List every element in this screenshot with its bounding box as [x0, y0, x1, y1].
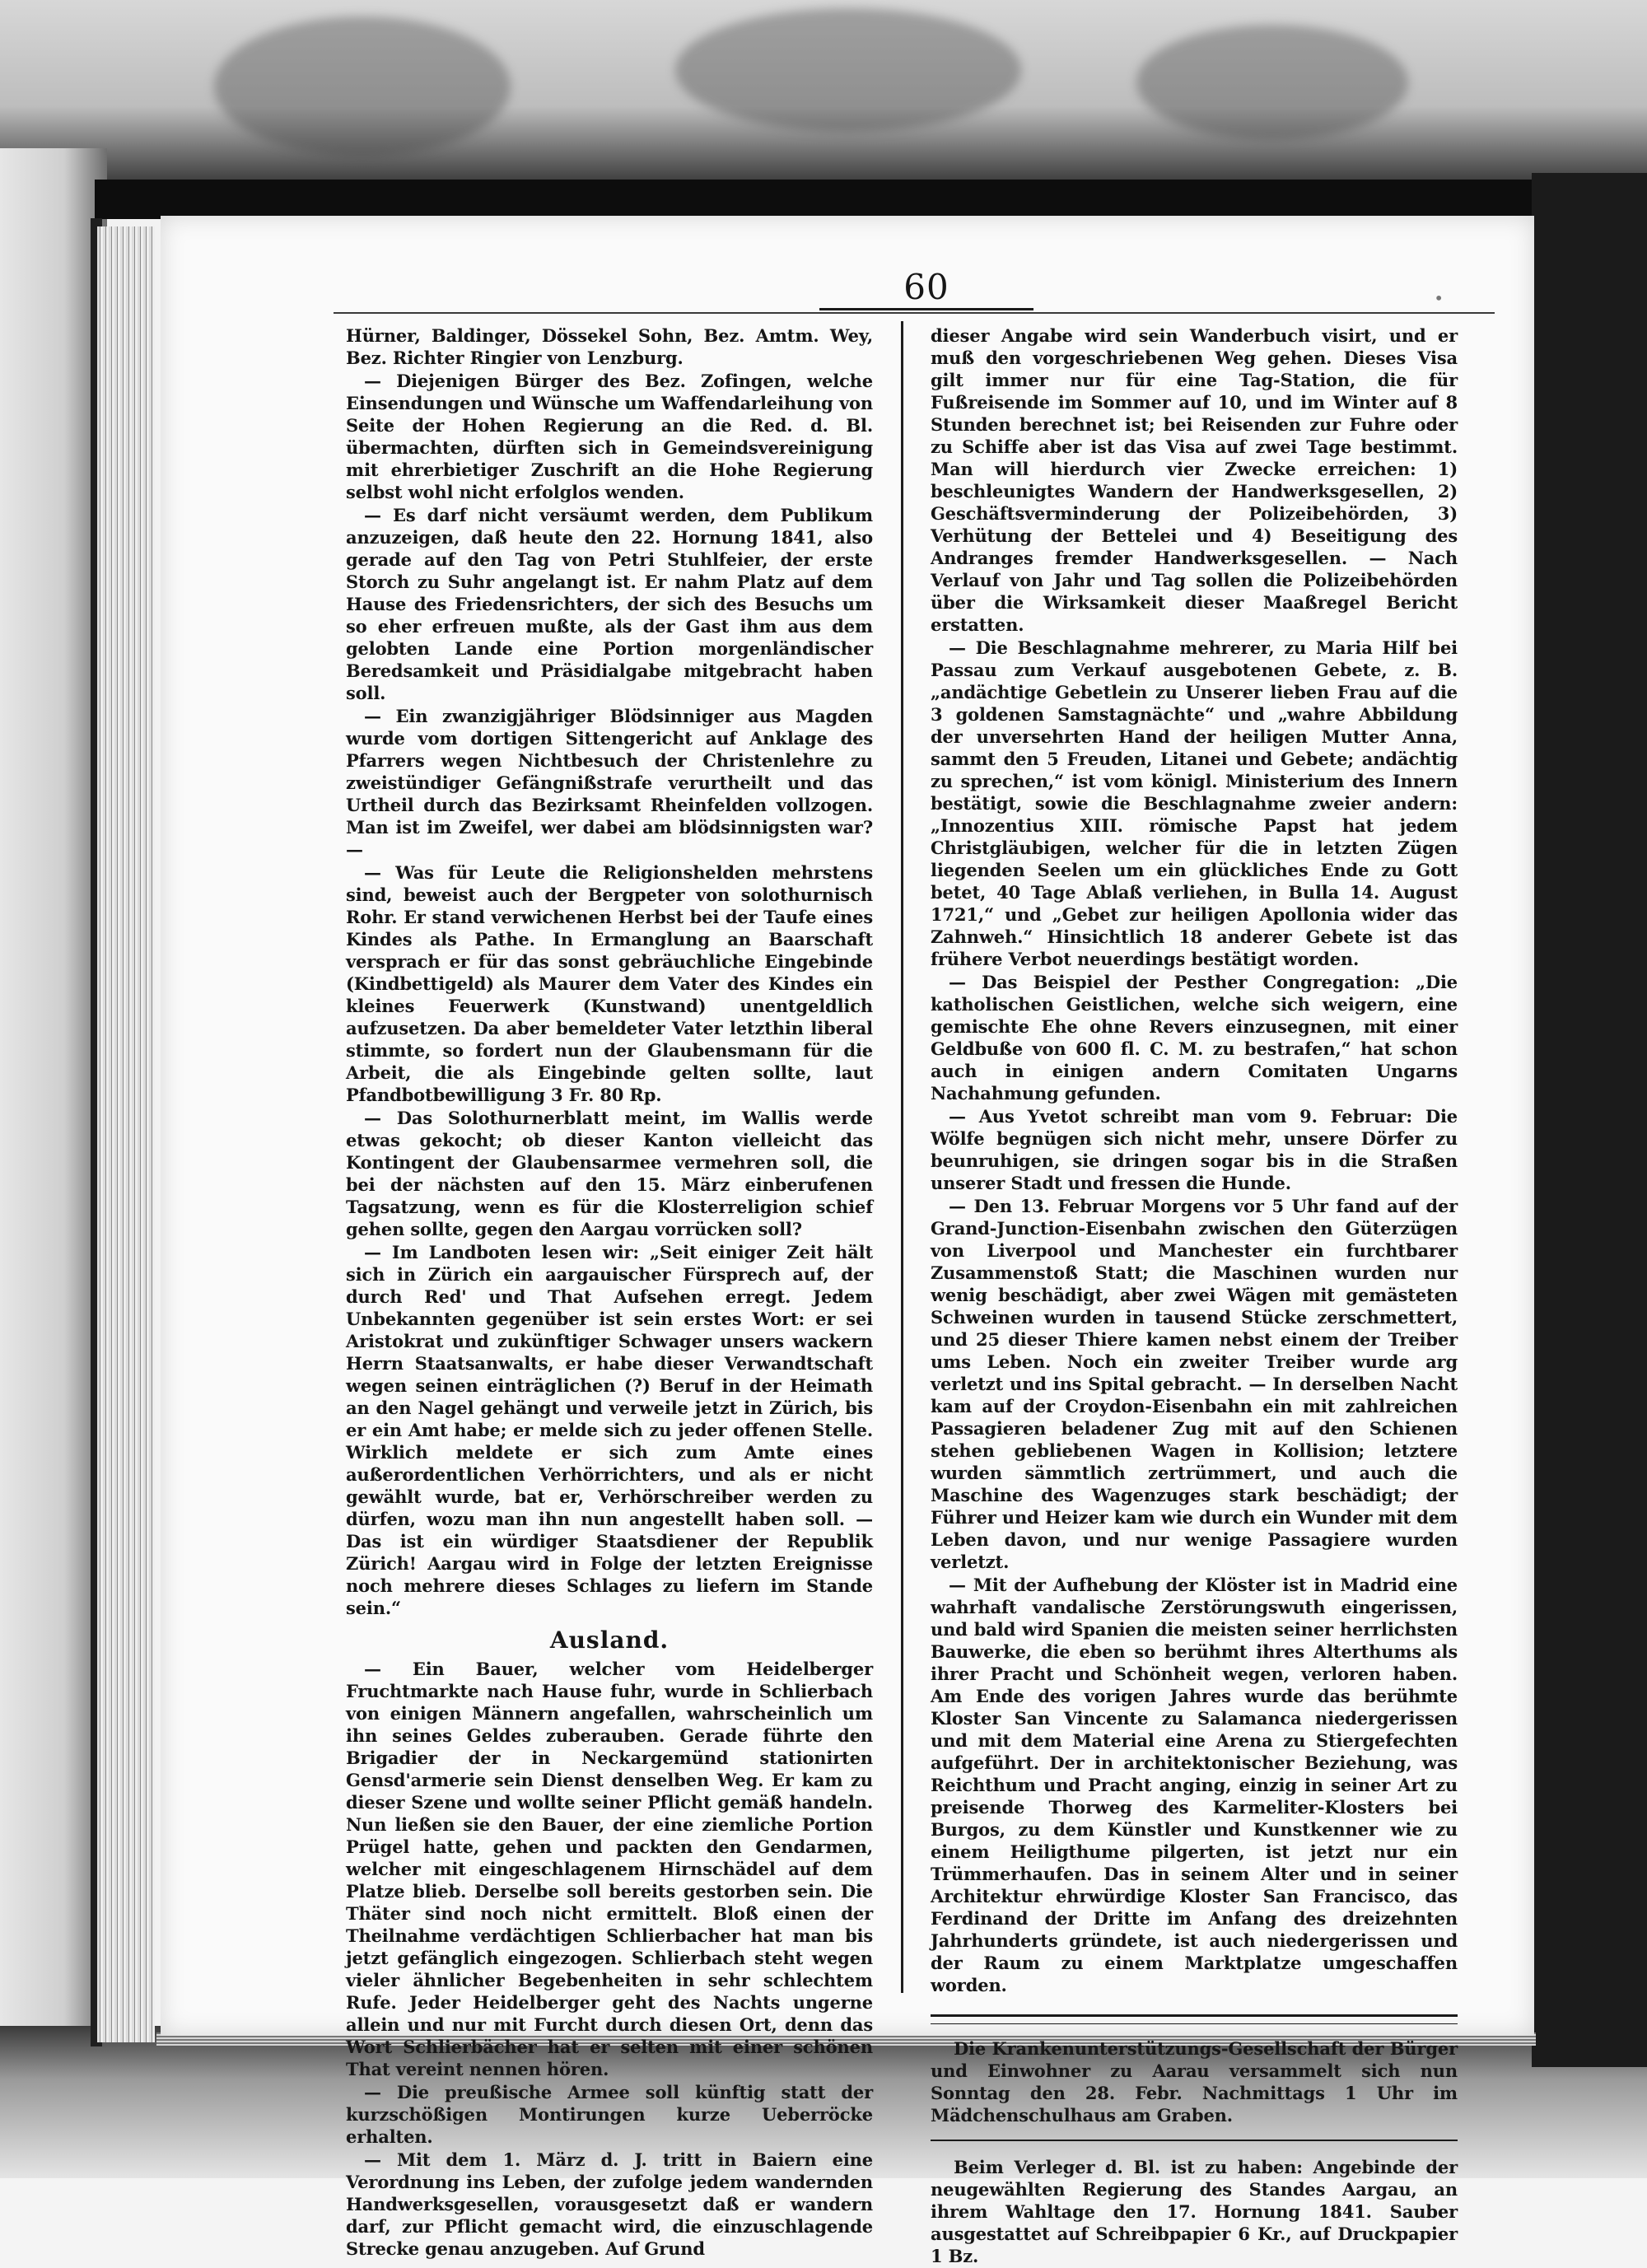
notice-krankenunterstuetzung: Die Krankenunterstützungs-Gesellschaft der Bürger und Einwohner zu Aarau versammelt sich nun Sonntag den 28. Febr. Nachmittags 1 Uhr im Mädchenschulhaus am Graben. [931, 2038, 1458, 2126]
scan-shadow [675, 8, 1021, 132]
notices-divider [931, 2014, 1458, 2024]
right-column [931, 324, 1458, 2268]
article-paragraph: — Das Beispiel der Pesther Congregation: „Die katholischen Geistlichen, welche sich weigern, eine gemischte Ehe ohne Revers einzusegnen, mit einer Geldbuße von 600 fl. C. M. zu bestrafen,“ hat schon auch in einigen andern Comitaten Ungarns Nachahmung gefunden. [931, 972, 1458, 1104]
newspaper-page [161, 216, 1534, 2266]
article-paragraph: — Es darf nicht versäumt werden, dem Publikum anzuzeigen, daß heute den 22. Hornung 1841, also gerade auf den Tag von Petri Stuhlfeier, der erste Storch zu Suhr angelangt ist. Er nahm Platz auf dem Hause des Friedensrichters, der sich des Besuchs um so eher erfreuen mußte, als der Gast ihm aus dem gelobten Lande eine Portion morgenländischer Beredsamkeit und Präsidialgabe mitgebracht haben soll. [346, 505, 873, 703]
page-number-rule [819, 308, 1033, 310]
scan-shadow [214, 16, 511, 156]
notice-divider [931, 2140, 1458, 2141]
article-paragraph: — Ein zwanzigjähriger Blödsinniger aus Magden wurde vom dortigen Sittengericht auf Anklage des Pfarrers wegen Nichtbesuch der Christenlehre zu zweistündiger Gefängnißstrafe verurtheilt und das Urtheil durch das Bezirksamt Rheinfelden vollzogen. Man ist im Zweifel, wer dabei am blödsinnigsten war? — [346, 706, 873, 860]
book-cover-top [95, 180, 1532, 219]
article-paragraph: — Diejenigen Bürger des Bez. Zofingen, welche Einsendungen und Wünsche um Waffendarleihung von Seite der Hohen Regierung an die Red. d. Bl. übermachten, dürften sich in Gemeindsvereinigung mit ehrerbietiger Zuschrift an die Hohe Regierung selbst wohl nicht erfolglos wenden. [346, 371, 873, 502]
page-corner-mark: • [1434, 288, 1444, 308]
article-paragraph: — Aus Yvetot schreibt man vom 9. Februar: Die Wölfe begnügen sich nicht mehr, unsere Dörfer zu beunruhigen, sie dringen sogar bis in die Straßen unserer Stadt und fressen die Hunde. [931, 1106, 1458, 1193]
article-paragraph: — Die preußische Armee soll künftig statt der kurzschößigen Montirungen kurze Ueberröcke erhalten. [346, 2082, 873, 2147]
notice-block [931, 2156, 1458, 2267]
article-paragraph: — Die Beschlagnahme mehrerer, zu Maria Hilf bei Passau zum Verkauf ausgebotenen Gebete, z. B. „andächtige Gebetlein zu Unserer lieben Frau auf die 3 goldenen Samstagnächte“ und „wahre Abbildung der unversehrten Hand der heiligen Mutter Anna, sammt den 5 Freuden, Litanei und Gebete; andächtig zu sprechen,“ ist vom königl. Ministerium des Innern bestätigt, sowie die Beschlagnahme zweier andern: „Innozentius XIII. römische Papst hat jedem Christgläubigen, welcher für die in letzten Zügen liegenden Seelen um ein glückliches Ende zu Gott betet, 40 Tage Ablaß verliehen, in Bulla 14. August 1721,“ und „Gebet zur heiligen Apollonia wider das Zahnweh.“ Hinsichtlich 18 anderer Gebete ist das frühere Verbot neuerdings bestätigt worden. [931, 637, 1458, 969]
article-paragraph: — Ein Bauer, welcher vom Heidelberger Fruchtmarkte nach Hause fuhr, wurde in Schlierbach von einigen Männern angefallen, wahrscheinlich um ihn seines Geldes zuberauben. Gerade führte den Brigadier der in Neckargemünd stationirten Gensd'armerie sein Dienst denselben Weg. Er kam zu dieser Szene und wollte seiner Pflicht gemäß handeln. Nun ließen sie den Bauer, der eine ziemliche Portion Prügel hatte, gehen und packten den Gendarmen, welcher mit eingeschlagenem Hirnschädel auf dem Platze blieb. Derselbe soll bereits gestorben sein. Die Thäter sind noch nicht ermittelt. Bloß einen der Theilnahme verdächtigen Schlierbacher hat man bis jetzt gefänglich eingezogen. Schlierbach steht wegen vieler ähnlicher Begebenheiten in sehr schlechtem Rufe. Jeder Heidelberger geht des Nachts ungerne allein und nur mit Furcht durch diesen Ort, denn das Wort Schlierbächer hat er selten mit einer schönen That vereint nennen hören. [346, 1659, 873, 2079]
section-heading-ausland: Ausland. [549, 1626, 670, 1654]
notice-block [931, 2037, 1458, 2126]
article-paragraph: — Mit dem 1. März d. J. tritt in Baiern eine Verordnung ins Leben, der zufolge jedem wandernden Handwerksgesellen, vorausgesetzt daß er wandern darf, zur Pflicht gemacht wird, die einzuschlagende Strecke genau anzugeben. Auf Grund [346, 2149, 873, 2259]
article-paragraph: — Im Landboten lesen wir: „Seit einiger Zeit hält sich in Zürich ein aargauischer Fürsprech auf, der durch Red' und That Aufsehen erregt. Jedem Unbekannten gegenüber ist sein erstes Wort: er sei Aristokrat und zukünftiger Schwager unsers wackern Herrn Staatsanwalts, er habe dieser Verwandtschaft wegen seinen einträglichen (?) Beruf in der Heimath an den Nagel gehängt und verweile jetzt in Zürich, bis er ein Amt habe; er melde sich zu jeder offenen Stelle. Wirklich meldete er sich zum Amte eines außerordentlichen Verhörrichters, und als er nicht gewählt wurde, bat er, Verhörschreiber werden zu dürfen, wozu man ihn nun angestellt haben soll. — Das ist ein würdiger Staatsdiener der Republik Zürich! Aargau wird in Folge der letzten Ereignisse noch mehrere dieses Schlages zu liefern im Stande sein.“ [346, 1242, 873, 1618]
article-paragraph: Hürner, Baldinger, Dössekel Sohn, Bez. Amtm. Wey, Bez. Richter Ringier von Lenzburg. [346, 325, 873, 368]
header-rule [334, 312, 1495, 314]
left-column [346, 324, 873, 2261]
book-cover-right [1532, 173, 1647, 2067]
book-page-edges [97, 226, 155, 2042]
article-paragraph: dieser Angabe wird sein Wanderbuch visirt, und er muß den vorgeschriebenen Weg gehen. Dieses Visa gilt immer nur für eine Tag-Station, die für Fußreisende im Sommer auf 10, und im Winter auf 8 Stunden berechnet ist; bei Reisenden zur Fuhre oder zu Schiffe aber ist das Visa auf zwei Tage bestimmt. Man will hierdurch vier Zwecke erreichen: 1) beschleunigtes Wandern der Handwerksgesellen, 2) Geschäftsverminderung der Polizeibehörden, 3) Verhütung der Bettelei und 4) Beseitigung des Andranges fremder Handwerksgesellen. — Nach Verlauf von Jahr und Tag sollen die Polizeibehörden über die Wirksamkeit dieser Maaßregel Bericht erstatten. [931, 325, 1458, 635]
article-paragraph: — Das Solothurnerblatt meint, im Wallis werde etwas gekocht; ob dieser Kanton vielleicht das Kontingent der Glaubensarmee vermehren soll, die bei der nächsten auf den 15. März einberufenen Tagsatzung, wenn es für die Klosterreligion schief gehen sollte, gegen den Aargau vorrücken soll? [346, 1108, 873, 1239]
article-paragraph: — Den 13. Februar Morgens vor 5 Uhr fand auf der Grand-Junction-Eisenbahn zwischen den Güterzügen von Liverpool und Manchester ein furchtbarer Zusammenstoß Statt; die Maschinen wurden nur wenig beschädigt, aber zwei Wägen mit gemästeten Schweinen wurden in tausend Stücke zerschmettert, und 25 dieser Thiere kamen nebst einem der Treiber ums Leben. Noch ein zweiter Treiber wurde arg verletzt und ins Spital gebracht. — In derselben Nacht kam auf der Croydon-Eisenbahn ein mit zahlreichen Passagieren beladener Zug mit auf den Schienen stehen gebliebenen Wagen in Kollision; letztere wurden sämmtlich zertrümmert, und auch die Maschine des Wagenzuges stark beschädigt; der Führer und Heizer kam wie durch ein Wunder mit dem Leben davon, und nur wenige Passagiere wurden verletzt. [931, 1196, 1458, 1572]
page-number: 60 [903, 267, 949, 307]
article-paragraph: — Mit der Aufhebung der Klöster ist in Madrid eine wahrhaft vandalische Zerstörungswuth eingerissen, und bald wird Spanien die meisten seiner herrlichsten Bauwerke, die eben so berühmt ihres Alterthums als ihrer Pracht und Schönheit wegen, verloren haben. Am Ende des vorigen Jahres wurde das berühmte Kloster San Vincente zu Salamanca niedergerissen und mit dem Material eine Arena zu Stiergefechten aufgeführt. Der in architektonischer Beziehung, was Reichthum und Pracht anging, einzig in seiner Art zu preisende Thorweg des Karmeliter-Klosters bei Burgos, zu dem Künstler und Kunstkenner wie zu einem Heiligthume pilgerten, ist jetzt nur ein Trümmerhaufen. Das in seinem Alter und in seiner Architektur ehrwürdige Kloster San Francisco, das Ferdinand der Dritte im Anfang des dreizehnten Jahrhunderts gründete, ist auch niedergerissen und der Raum zu einem Marktplatze umgeschaffen worden. [931, 1575, 1458, 1995]
column-divider [901, 321, 903, 1993]
scan-shadow [1136, 25, 1408, 140]
article-paragraph: — Was für Leute die Religionshelden mehrstens sind, beweist auch der Bergpeter von solothurnisch Rohr. Er stand verwichenen Herbst bei der Taufe eines Kindes als Pathe. In Ermanglung an Baarschaft versprach er für das sonst gebräuchliche Eingebinde (Kindbettigeld) als Maurer dem Vater des Kindes ein kleines Feuerwerk (Kunstwand) unentgeldlich aufzusetzen. Da aber bemeldeter Vater letzthin liberal stimmte, so fordert nun der Glaubensmann für die Arbeit, die als Eingebinde gelten sollte, laut Pfandbotbewilligung 3 Fr. 80 Rp. [346, 862, 873, 1105]
notice-angebinde: Beim Verleger d. Bl. ist zu haben: Angebinde der neugewählten Regierung des Standes Aargau, an ihrem Wahltage den 17. Hornung 1841. Sauber ausgestattet auf Schreibpapier 6 Kr., auf Druckpapier 1 Bz. [931, 2157, 1458, 2266]
